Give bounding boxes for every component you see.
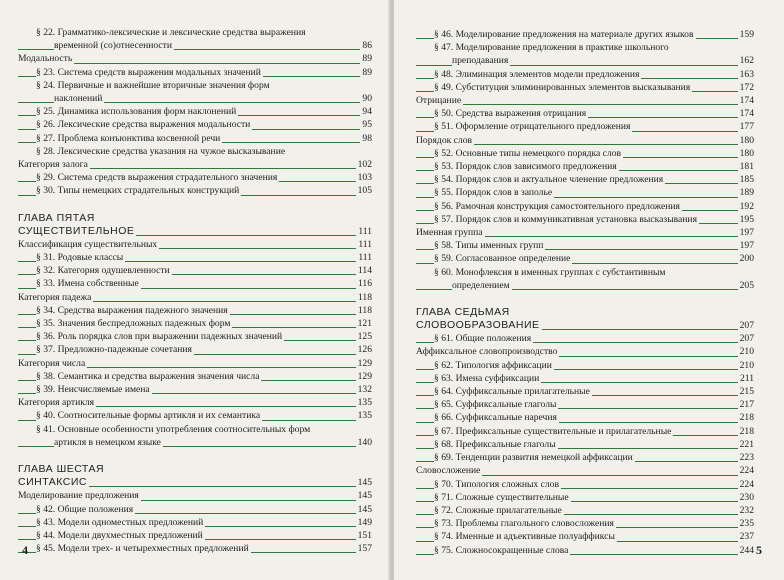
toc-entry bbox=[416, 411, 754, 424]
toc-entry-title: § 43. Модели одноместных предложений bbox=[36, 516, 204, 528]
toc-entry-page: 197 bbox=[739, 227, 754, 239]
toc-entry bbox=[416, 266, 754, 279]
table-of-contents-left bbox=[18, 26, 372, 555]
right-page bbox=[394, 0, 784, 580]
toc-entry-page: 95 bbox=[362, 119, 372, 131]
toc-entry-page: 217 bbox=[739, 399, 754, 411]
toc-entry-title: § 29. Система средств выражения страдательного значения bbox=[36, 172, 278, 184]
toc-entry bbox=[416, 28, 754, 41]
toc-entry bbox=[18, 436, 372, 449]
toc-entry bbox=[416, 213, 754, 226]
toc-entry bbox=[416, 81, 754, 94]
toc-entry-page: 207 bbox=[739, 320, 754, 332]
toc-entry-title: § 26. Лексические средства выражения модальности bbox=[36, 119, 251, 131]
toc-entry bbox=[18, 277, 372, 290]
toc-entry-title: § 46. Моделирование предложения на материале других языков bbox=[434, 29, 694, 40]
toc-entry bbox=[18, 489, 372, 502]
toc-entry bbox=[416, 107, 754, 120]
toc-entry-page: 103 bbox=[357, 172, 372, 184]
toc-entry bbox=[416, 160, 754, 173]
toc-entry bbox=[18, 529, 372, 542]
toc-entry bbox=[18, 383, 372, 396]
toc-entry-title: Категория числа bbox=[18, 357, 86, 369]
toc-entry-page: 145 bbox=[357, 490, 372, 502]
toc-entry bbox=[416, 451, 754, 464]
toc-entry bbox=[416, 239, 754, 252]
toc-entry-title: § 51. Оформление отрицательного предложения bbox=[434, 121, 631, 133]
page-number-left: 4 bbox=[22, 543, 28, 557]
toc-entry-page: 89 bbox=[362, 53, 372, 65]
toc-entry bbox=[18, 145, 372, 158]
toc-entry-title: § 52. Основные типы немецкого порядка слов bbox=[434, 147, 622, 159]
toc-entry-page: 192 bbox=[739, 200, 754, 212]
toc-entry-title: преподавания bbox=[452, 55, 509, 67]
toc-entry-title: § 37. Предложно-падежные сочетания bbox=[36, 344, 192, 356]
toc-entry-title: § 57. Порядок слов и коммуникативная установка высказывания bbox=[434, 213, 697, 225]
toc-entry bbox=[416, 372, 754, 385]
toc-entry-title: § 75. Сложносокращенные слова bbox=[434, 544, 569, 556]
toc-entry-title: Категория залога bbox=[18, 159, 88, 171]
toc-entry-title: § 60. Монофлексия в именных группах с субстантивным bbox=[434, 266, 666, 278]
toc-entry-page: 223 bbox=[739, 452, 754, 464]
toc-entry-page: 118 bbox=[357, 304, 372, 316]
toc-entry-page: 98 bbox=[362, 132, 372, 144]
toc-entry-title: § 71. Сложные существительные bbox=[434, 491, 569, 503]
toc-entry-page: 111 bbox=[358, 252, 372, 264]
toc-entry-page: 180 bbox=[739, 134, 754, 146]
toc-entry-title: артикля в немецком языке bbox=[54, 436, 161, 448]
toc-entry bbox=[18, 26, 372, 39]
toc-entry-title: § 44. Модели двухместных предложений bbox=[36, 529, 203, 541]
toc-entry-title: § 33. Имена собственные bbox=[36, 278, 139, 290]
toc-entry-page: 218 bbox=[739, 412, 754, 424]
toc-entry bbox=[18, 171, 372, 184]
toc-entry-page: 195 bbox=[739, 213, 754, 225]
toc-entry-page: 145 bbox=[357, 503, 372, 515]
toc-entry-page: 135 bbox=[357, 410, 372, 422]
toc-entry bbox=[18, 52, 372, 65]
toc-entry bbox=[416, 345, 754, 358]
toc-entry bbox=[18, 476, 372, 489]
toc-entry-title: § 59. Согласованное определение bbox=[434, 253, 571, 265]
toc-entry bbox=[416, 173, 754, 186]
toc-entry bbox=[18, 357, 372, 370]
toc-entry-title: § 70. Типология сложных слов bbox=[434, 478, 559, 490]
toc-entry bbox=[18, 238, 372, 251]
toc-entry-title: § 53. Порядок слов зависимого предложения bbox=[434, 161, 617, 173]
toc-entry-title: временной (со)отнесенности bbox=[54, 40, 172, 52]
toc-entry-title: § 42. Общие положения bbox=[36, 503, 134, 515]
toc-entry-page: 235 bbox=[739, 518, 754, 530]
toc-entry bbox=[18, 225, 372, 238]
toc-entry bbox=[416, 438, 754, 451]
toc-entry-page: 132 bbox=[357, 384, 372, 396]
toc-entry-page: 90 bbox=[362, 93, 372, 105]
toc-entry bbox=[416, 385, 754, 398]
toc-entry-title: Классификация существительных bbox=[18, 238, 158, 250]
toc-entry-page: 211 bbox=[739, 372, 754, 384]
toc-entry-title: Категория падежа bbox=[18, 291, 92, 303]
toc-entry-page: 177 bbox=[739, 121, 754, 133]
toc-entry-page: 210 bbox=[739, 359, 754, 371]
toc-entry bbox=[416, 68, 754, 81]
toc-entry-page: 145 bbox=[357, 477, 372, 489]
toc-entry bbox=[18, 264, 372, 277]
toc-entry-page: 197 bbox=[739, 240, 754, 252]
toc-entry bbox=[416, 41, 754, 54]
toc-entry-page: 174 bbox=[739, 95, 754, 107]
toc-entry-title: Аффиксальное словопроизводство bbox=[416, 346, 558, 358]
toc-entry bbox=[416, 200, 754, 213]
toc-entry-page: 185 bbox=[739, 174, 754, 186]
toc-entry-title: § 66. Суффиксальные наречия bbox=[434, 412, 557, 424]
toc-entry-page: 180 bbox=[739, 147, 754, 159]
toc-entry-title: Моделирование предложения bbox=[18, 490, 139, 502]
toc-entry-page: 172 bbox=[739, 81, 754, 93]
toc-entry-title: § 47. Моделирование предложения в практике школьного bbox=[434, 42, 669, 54]
toc-entry-title: § 35. Значения беспредложных падежных форм bbox=[36, 318, 231, 330]
toc-entry-page: 111 bbox=[358, 225, 372, 237]
toc-entry-title: § 40. Соотносительные формы артикля и их семантика bbox=[36, 410, 261, 422]
toc-entry-page: 129 bbox=[357, 357, 372, 369]
toc-entry bbox=[416, 425, 754, 438]
toc-entry-page: 230 bbox=[739, 491, 754, 503]
toc-entry bbox=[416, 226, 754, 239]
toc-entry bbox=[18, 291, 372, 304]
toc-entry-title: § 48. Элиминация элементов модели предложения bbox=[434, 68, 640, 80]
toc-entry-title: § 25. Динамика использования форм наклонений bbox=[36, 106, 237, 118]
toc-entry-title: СИНТАКСИС bbox=[18, 476, 87, 489]
toc-entry bbox=[18, 105, 372, 118]
toc-entry-page: 114 bbox=[357, 265, 372, 277]
toc-entry-title: Порядок слов bbox=[416, 134, 473, 146]
toc-entry-page: 94 bbox=[362, 106, 372, 118]
toc-entry bbox=[18, 304, 372, 317]
toc-entry-title: § 50. Средства выражения отрицания bbox=[434, 108, 587, 120]
toc-entry-title: § 39. Неисчисляемые имена bbox=[36, 384, 150, 396]
toc-entry bbox=[416, 478, 754, 491]
toc-entry bbox=[18, 184, 372, 197]
toc-entry-page: 244 bbox=[739, 544, 754, 556]
toc-entry-title: § 38. Семантика и средства выражения значения числа bbox=[36, 370, 260, 382]
toc-entry bbox=[18, 66, 372, 79]
toc-entry-title: § 22. Грамматико-лексические и лексические средства выражения bbox=[36, 27, 306, 38]
dot-leader bbox=[416, 104, 754, 105]
toc-entry-page: 200 bbox=[739, 253, 754, 265]
toc-entry bbox=[18, 343, 372, 356]
toc-entry-title: § 56. Рамочная конструкция самостоятельного предложения bbox=[434, 200, 680, 212]
toc-entry-page: 205 bbox=[739, 279, 754, 291]
toc-entry-page: 221 bbox=[739, 438, 754, 450]
toc-entry-title: § 63. Имена суффиксации bbox=[434, 372, 540, 384]
toc-entry-title: § 32. Категория одушевленности bbox=[36, 265, 170, 277]
toc-entry-title: § 23. Система средств выражения модальных значений bbox=[36, 66, 261, 78]
toc-entry-title: § 34. Средства выражения падежного значения bbox=[36, 304, 228, 316]
toc-entry-title: СЛОВООБРАЗОВАНИЕ bbox=[416, 319, 540, 332]
toc-entry-title: Именная группа bbox=[416, 227, 483, 239]
toc-entry-page: 135 bbox=[357, 397, 372, 409]
toc-entry-title: Словосложение bbox=[416, 465, 481, 477]
toc-entry-title: § 74. Именные и адъективные полуаффиксы bbox=[434, 531, 615, 543]
toc-entry bbox=[416, 504, 754, 517]
toc-entry-page: 151 bbox=[357, 529, 372, 541]
toc-entry-title: § 69. Тенденции развития немецкой аффиксации bbox=[434, 452, 633, 464]
toc-entry-title: § 65. Суффиксальные глаголы bbox=[434, 399, 557, 411]
toc-entry-title: определением bbox=[452, 279, 510, 291]
toc-entry-page: 218 bbox=[739, 425, 754, 437]
toc-entry-page: 189 bbox=[739, 187, 754, 199]
toc-entry bbox=[416, 544, 754, 557]
toc-entry-title: § 62. Типология аффиксации bbox=[434, 359, 552, 371]
toc-entry-page: 159 bbox=[739, 29, 754, 40]
toc-entry-title: § 45. Модели трех- и четырехместных предложений bbox=[36, 543, 249, 555]
toc-entry-page: 111 bbox=[358, 238, 372, 250]
toc-entry-page: 118 bbox=[357, 291, 372, 303]
toc-entry bbox=[18, 79, 372, 92]
toc-entry-title: СУЩЕСТВИТЕЛЬНОЕ bbox=[18, 224, 135, 237]
toc-entry-title: § 61. Общие положения bbox=[434, 333, 532, 345]
toc-entry-title: § 49. Субституция элиминированных элементов высказывания bbox=[434, 81, 691, 93]
left-page bbox=[0, 0, 390, 580]
toc-entry-page: 224 bbox=[739, 478, 754, 490]
toc-entry-page: 181 bbox=[739, 161, 754, 173]
toc-entry-title: § 27. Проблема конъюнктива косвенной речи bbox=[36, 132, 221, 144]
page-number-right: 5 bbox=[756, 543, 762, 557]
toc-entry-page: 163 bbox=[739, 68, 754, 80]
toc-entry bbox=[18, 409, 372, 422]
toc-entry bbox=[416, 147, 754, 160]
toc-entry-page: 237 bbox=[739, 531, 754, 543]
toc-entry-title: § 64. Суффиксальные прилагательные bbox=[434, 386, 590, 398]
toc-entry bbox=[416, 398, 754, 411]
toc-entry-title: § 73. Проблемы глагольного словосложения bbox=[434, 518, 614, 530]
toc-entry-page: 210 bbox=[739, 346, 754, 358]
toc-entry-page: 129 bbox=[357, 370, 372, 382]
toc-entry-page: 126 bbox=[357, 344, 372, 356]
toc-entry bbox=[18, 330, 372, 343]
toc-entry-page: 140 bbox=[357, 436, 372, 448]
toc-entry-title: § 54. Порядок слов и актуальное членение предложения bbox=[434, 174, 664, 186]
toc-entry bbox=[416, 54, 754, 67]
toc-entry-page: 102 bbox=[357, 159, 372, 171]
toc-entry-title: § 36. Роль порядка слов при выражении падежных значений bbox=[36, 331, 283, 343]
toc-entry bbox=[416, 464, 754, 477]
toc-entry-page: 86 bbox=[362, 40, 372, 52]
chapter-heading: ГЛАВА ПЯТАЯ bbox=[18, 211, 95, 224]
toc-entry bbox=[416, 332, 754, 345]
toc-entry-page: 174 bbox=[739, 108, 754, 120]
toc-entry-title: Модальность bbox=[18, 53, 73, 65]
toc-entry bbox=[416, 491, 754, 504]
toc-entry bbox=[416, 120, 754, 133]
toc-entry bbox=[18, 39, 372, 52]
toc-entry bbox=[18, 516, 372, 529]
toc-entry-title: § 55. Порядок слов в заполье bbox=[434, 187, 553, 199]
toc-entry-page: 125 bbox=[357, 331, 372, 343]
toc-entry-title: § 72. Сложные прилагательные bbox=[434, 504, 562, 516]
toc-entry-title: § 67. Префиксальные существительные и прилагательные bbox=[434, 425, 672, 437]
toc-entry bbox=[18, 396, 372, 409]
toc-entry-page: 162 bbox=[739, 55, 754, 67]
toc-entry-title: § 30. Типы немецких страдательных конструкций bbox=[36, 185, 240, 197]
toc-entry bbox=[416, 134, 754, 147]
toc-entry-title: Отрицание bbox=[416, 95, 462, 107]
toc-entry-title: наклонений bbox=[54, 93, 103, 105]
toc-entry bbox=[416, 530, 754, 543]
toc-entry bbox=[416, 186, 754, 199]
toc-entry bbox=[18, 118, 372, 131]
toc-entry-title: § 24. Первичные и важнейшие вторичные значения форм bbox=[36, 79, 270, 91]
toc-entry-page: 224 bbox=[739, 465, 754, 477]
toc-entry bbox=[416, 359, 754, 372]
toc-entry-title: § 41. Основные особенности употребления соотносительных форм bbox=[36, 423, 311, 435]
toc-entry bbox=[18, 503, 372, 516]
toc-entry-page: 149 bbox=[357, 516, 372, 528]
toc-entry bbox=[18, 132, 372, 145]
table-of-contents-right bbox=[416, 28, 754, 557]
toc-entry bbox=[18, 251, 372, 264]
toc-entry bbox=[18, 158, 372, 171]
toc-entry-page: 89 bbox=[362, 66, 372, 78]
toc-entry bbox=[18, 92, 372, 105]
toc-entry-title: § 31. Родовые классы bbox=[36, 252, 124, 264]
toc-entry-title: § 58. Типы именных групп bbox=[434, 240, 544, 252]
toc-entry-title: § 28. Лексические средства указания на чужое высказывание bbox=[36, 145, 286, 157]
toc-entry bbox=[416, 94, 754, 107]
toc-entry-page: 207 bbox=[739, 333, 754, 345]
toc-entry bbox=[416, 252, 754, 265]
toc-entry bbox=[416, 279, 754, 292]
toc-entry bbox=[18, 542, 372, 555]
toc-entry-title: Категория артикля bbox=[18, 397, 95, 409]
toc-entry-page: 232 bbox=[739, 504, 754, 516]
toc-entry-page: 157 bbox=[357, 543, 372, 555]
toc-entry-page: 121 bbox=[357, 318, 372, 330]
toc-entry-title: § 68. Префиксальные глаголы bbox=[434, 438, 556, 450]
toc-entry bbox=[416, 517, 754, 530]
toc-entry bbox=[18, 317, 372, 330]
toc-entry-page: 116 bbox=[357, 278, 372, 290]
chapter-heading: ГЛАВА ШЕСТАЯ bbox=[18, 463, 105, 476]
toc-entry bbox=[416, 319, 754, 332]
chapter-heading: ГЛАВА СЕДЬМАЯ bbox=[416, 306, 510, 319]
toc-entry-page: 105 bbox=[357, 185, 372, 197]
toc-entry bbox=[18, 370, 372, 383]
toc-entry bbox=[18, 423, 372, 436]
toc-entry-page: 215 bbox=[739, 386, 754, 398]
